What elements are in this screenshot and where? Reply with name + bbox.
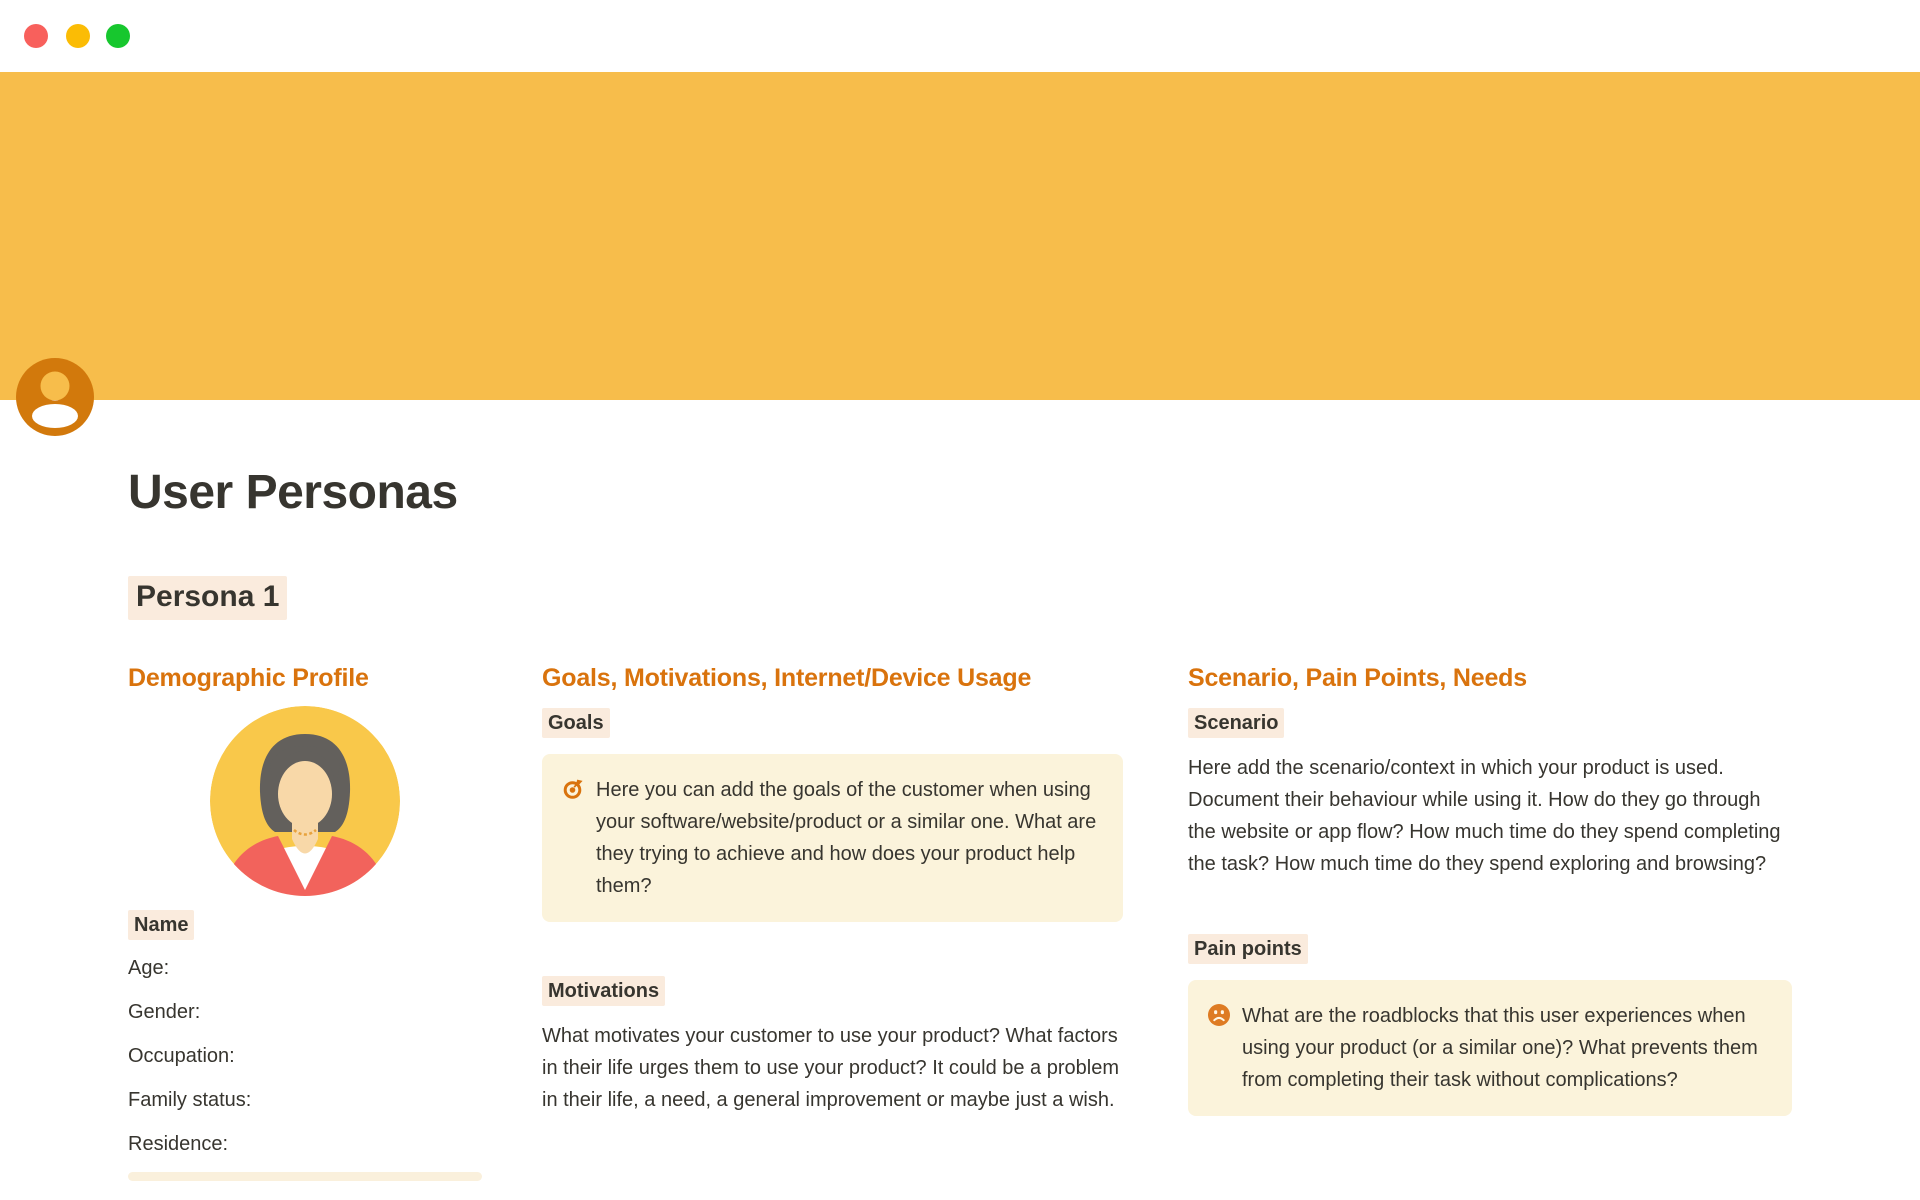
pain-points-callout-text: What are the roadblocks that this user experiences when using your product (or a similar one)? What prevents them from completing their task without complications? [1242, 1004, 1758, 1091]
window-titlebar [0, 0, 1920, 72]
column-scenario-painpoints [1188, 662, 1792, 1116]
persona-columns [128, 662, 1792, 1181]
page-title: User Personas [128, 466, 458, 519]
name-label: Name [128, 910, 194, 940]
field-gender: Gender: [128, 1000, 201, 1023]
page-icon-button[interactable] [16, 358, 94, 436]
scenario-text: Here add the scenario/context in which your product is used. Document their behaviour while using it. How do they go through the website or app flow? How much time do they spend completing the task? How much time do they spend exploring and browsing? [1188, 756, 1781, 875]
target-icon [562, 778, 584, 800]
field-family-status: Family status: [128, 1088, 252, 1111]
traffic-light-zoom-button[interactable] [106, 24, 130, 48]
pain-points-callout [1188, 980, 1792, 1116]
traffic-light-close-button[interactable] [24, 24, 48, 48]
empty-highlight-line [128, 1172, 482, 1181]
field-occupation: Occupation: [128, 1044, 235, 1067]
scenario-painpoints-heading: Scenario, Pain Points, Needs [1188, 663, 1527, 692]
person-in-circle-icon [16, 358, 94, 436]
motivations-text: What motivates your customer to use your product? What factors in their life urges them to use your product? It could be a problem in their life, a need, a general improvement or maybe just a wish. [542, 1024, 1119, 1111]
goals-callout [542, 754, 1123, 922]
column-goals-motivations [542, 662, 1123, 1116]
page-content [0, 400, 1920, 1181]
goals-label: Goals [542, 708, 610, 738]
column-demographic-profile [128, 662, 482, 1181]
motivations-label: Motivations [542, 976, 665, 1006]
scenario-label: Scenario [1188, 708, 1284, 738]
sad-face-icon [1208, 1004, 1230, 1026]
traffic-light-minimize-button[interactable] [66, 24, 90, 48]
woman-portrait-illustration [210, 706, 400, 896]
page-cover[interactable] [0, 72, 1920, 400]
pain-points-label: Pain points [1188, 934, 1308, 964]
goals-motivations-heading: Goals, Motivations, Internet/Device Usage [542, 663, 1032, 692]
field-age: Age: [128, 956, 170, 979]
goals-callout-text: Here you can add the goals of the customer when using your software/website/product or a similar one. What are they trying to achieve and how does your product help them? [596, 778, 1097, 897]
field-residence: Residence: [128, 1132, 229, 1155]
persona-section-heading: Persona 1 [128, 576, 287, 620]
demographic-fields [128, 952, 482, 1160]
demographic-profile-heading: Demographic Profile [128, 663, 369, 692]
